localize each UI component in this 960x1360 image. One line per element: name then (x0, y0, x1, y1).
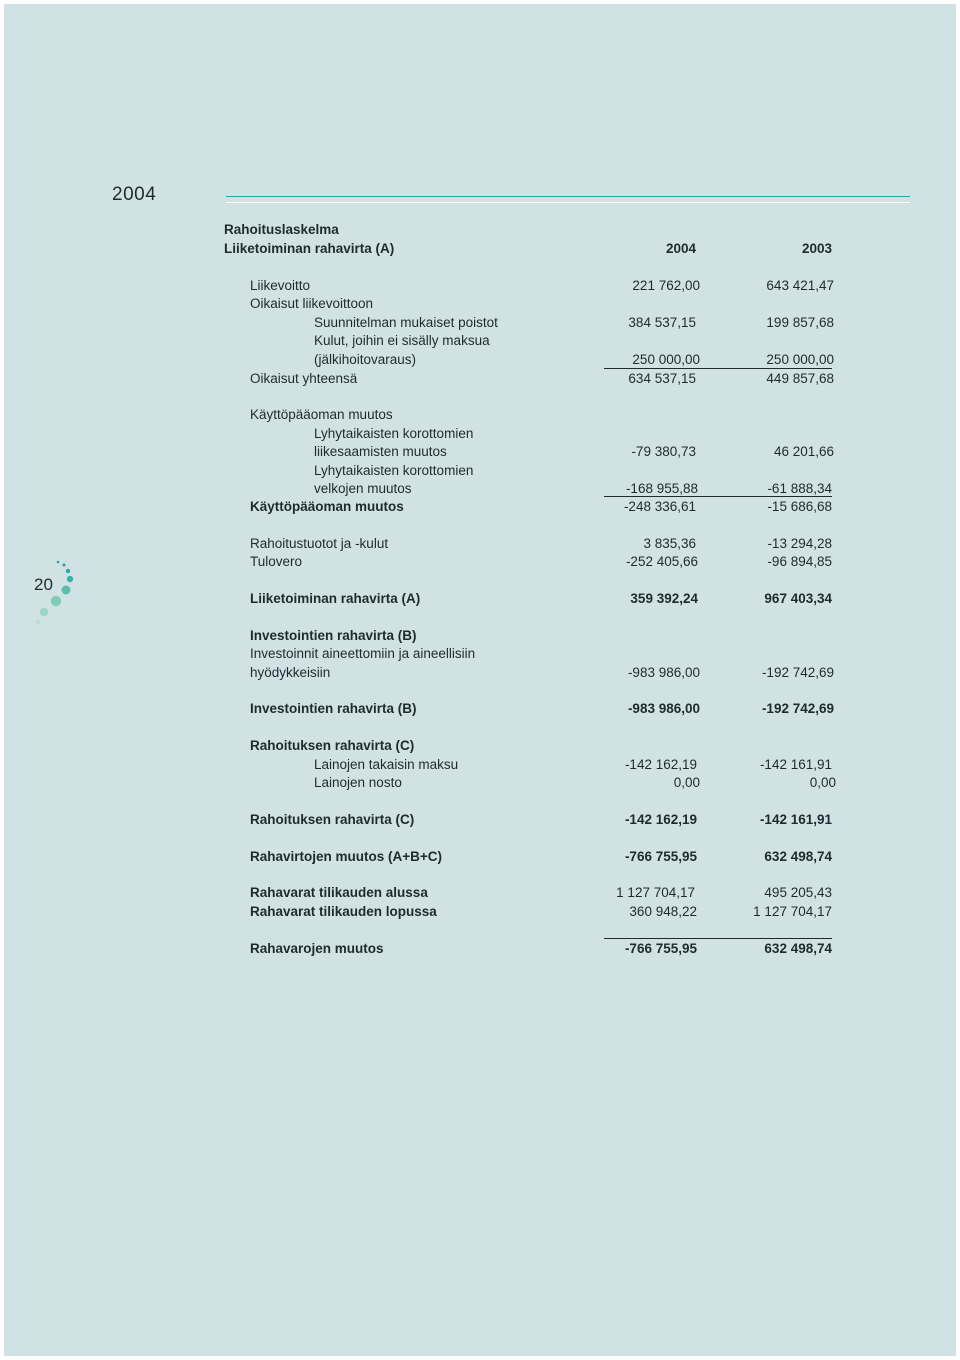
table-row: Oikaisut liikevoittoon (250, 296, 374, 311)
table-row: Liikevoitto 221 762,00 643 421,47 (250, 278, 834, 293)
section-heading: Liiketoiminan rahavirta (A) (224, 241, 395, 256)
table-row: Kulut, joihin ei sisälly maksua (314, 333, 490, 348)
page-year-heading: 2004 (112, 184, 157, 205)
table-row: Lyhytaikaisten korottomien (314, 426, 474, 441)
table-row: Rahoitustuotot ja -kulut 3 835,36 -13 294,28 (250, 536, 832, 551)
table-row: Käyttöpääoman muutos (250, 407, 393, 422)
table-row: Liiketoiminan rahavirta (A) 359 392,24 967 403,34 (250, 591, 832, 606)
statement-title: Rahoituslaskelma (224, 222, 339, 237)
subtotal-rule (604, 496, 832, 497)
table-row: Investointien rahavirta (B) -983 986,00 -192 742,69 (250, 701, 834, 716)
table-row: Investoinnit aineettomiin ja aineellisiin (250, 646, 476, 661)
header-rule-light (226, 202, 910, 203)
table-row: Lyhytaikaisten korottomien (314, 463, 474, 478)
statement-title-row (222, 221, 842, 239)
decorative-dots-icon (32, 559, 82, 634)
subtotal-rule (604, 368, 832, 369)
table-row: hyödykkeisiin -983 986,00 -192 742,69 (250, 665, 834, 680)
table-row: Lainojen nosto 0,00 0,00 (314, 775, 836, 790)
header-rule (226, 196, 910, 197)
column-header-2003: 2003 (801, 241, 832, 256)
table-row: Rahavirtojen muutos (A+B+C) -766 755,95 632 498,74 (250, 849, 832, 864)
statement-header-row (222, 240, 842, 258)
table-row: velkojen muutos -168 955,88 -61 888,34 (314, 481, 832, 496)
table-row: Rahavarat tilikauden lopussa 360 948,22 1 127 704,17 (250, 904, 832, 919)
table-row: Rahavarat tilikauden alussa 1 127 704,17 495 205,43 (250, 885, 832, 900)
table-row: Lainojen takaisin maksu -142 162,19 -142 161,91 (314, 757, 832, 772)
column-header-2004: 2004 (665, 241, 696, 256)
table-row: Tulovero -252 405,66 -96 894,85 (250, 554, 832, 569)
table-row: Rahavarojen muutos -766 755,95 632 498,74 (250, 941, 832, 956)
table-row: Suunnitelman mukaiset poistot 384 537,15 199 857,68 (314, 315, 834, 330)
table-row: Rahoituksen rahavirta (C) (250, 738, 415, 753)
table-row: (jälkihoitovaraus) 250 000,00 250 000,00 (314, 352, 834, 367)
table-row: liikesaamisten muutos -79 380,73 46 201,66 (314, 444, 834, 459)
table-row: Investointien rahavirta (B) (250, 628, 417, 643)
table-row: Rahoituksen rahavirta (C) -142 162,19 -142 161,91 (250, 812, 832, 827)
total-rule (604, 938, 832, 939)
page-number: 20 (34, 575, 53, 594)
table-row: Käyttöpääoman muutos -248 336,61 -15 686,68 (250, 499, 832, 514)
table-row: Oikaisut yhteensä 634 537,15 449 857,68 (250, 371, 834, 386)
